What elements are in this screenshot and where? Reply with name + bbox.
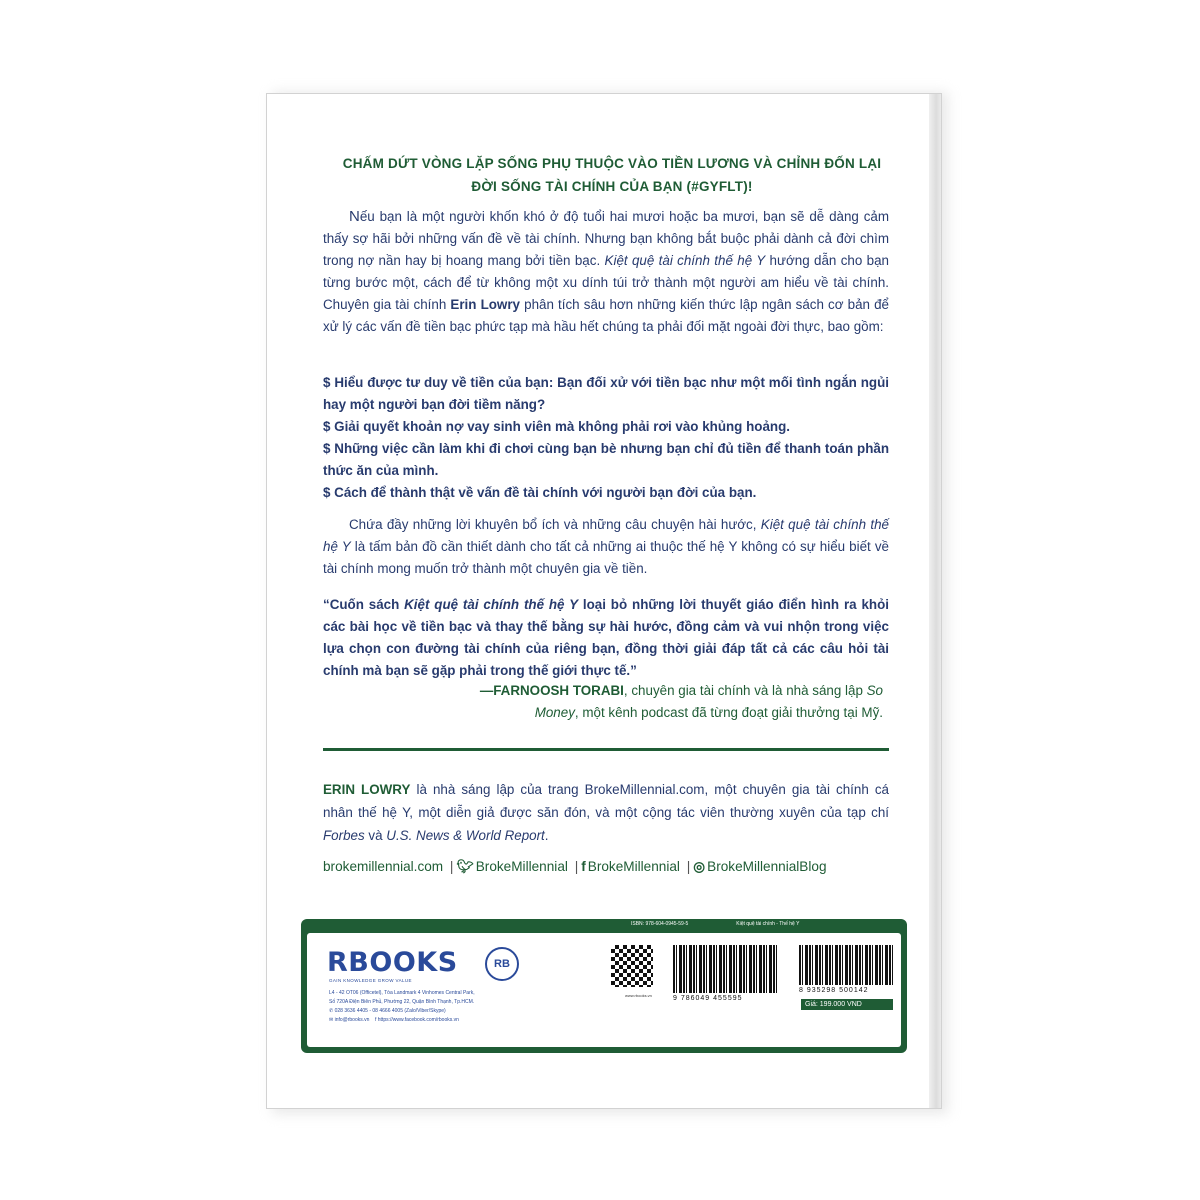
separator: | [449, 859, 454, 874]
price-label: Giá: 199.000 VND [801, 999, 893, 1010]
quote-attribution [467, 680, 883, 724]
bullet-item: $ Hiểu được tư duy về tiền của bạn: Bạn đối xử với tiền bạc như một mối tình ngắn ngủi hay một người bạn đời tiềm năng? [323, 375, 889, 412]
intro-text-3: phân tích sâu hơn những kiến thức lập ngân sách cơ bản để xử lý các vấn đề tiền bạc phức tạp mà hầu hết chúng ta phải đối mặt ngoài đời thực, bao gồm: [323, 297, 889, 334]
author-bio-magazine-1: Forbes [323, 828, 365, 843]
endorsement-quote [323, 594, 889, 682]
separator: | [686, 859, 691, 874]
publisher-tagline: GAIN KNOWLEDGE GROW VALUE [329, 978, 412, 983]
separator: | [574, 859, 579, 874]
attribution-show: So Money [534, 683, 883, 720]
social-links [323, 856, 889, 878]
attribution-name: —FARNOOSH TORABI [479, 683, 624, 698]
facebook-handle: BrokeMillennial [587, 859, 680, 874]
author-bio-text-1: là nhà sáng lập của trang BrokeMillennial.com, một chuyên gia tài chính cá nhân thế hệ Y, một diễn giả được săn đón, và một cộng tác viên thường xuyên của tạp chí [323, 782, 889, 820]
facebook-small-icon: f [374, 1017, 378, 1023]
quote-text-1: “Cuốn sách [323, 597, 405, 612]
summary-text-1: hứa đầy những lời khuyên bổ ích và những câu chuyện hài hước, [358, 517, 761, 532]
intro-author-name: Erin Lowry [450, 297, 521, 312]
headline [307, 152, 917, 198]
headline-line-2: ĐỜI SỐNG TÀI CHÍNH CỦA BẠN (#GYFLT)! [471, 179, 753, 194]
quote-text-2: loại bỏ những lời thuyết giáo điển hình ra khỏi các bài học về tiền bạc và thay thế bằng sự hài hước, đồng cảm và vui nhộn trong việc lựa chọn con đường tài chính của riêng bạn, đồng thời giải đáp tất cả các câu hỏi tài chính mà bạn sẽ gặp phải trong thế giới thực tế.” [323, 597, 889, 678]
attribution-text-2: , một kênh podcast đã từng đoạt giải thưởng tại Mỹ. [574, 705, 883, 720]
bullet-item: $ Cách để thành thật về vấn đề tài chính với người bạn đời của bạn. [323, 485, 757, 500]
author-bio-text-3: . [544, 828, 549, 843]
publisher-panel [301, 919, 907, 1053]
twitter-handle: BrokeMillennial [475, 859, 568, 874]
publisher-logo: RBOOKS [327, 947, 458, 978]
quote-book-title: Kiệt quệ tài chính thế hệ Y [404, 597, 579, 612]
publisher-seal-icon: RB [485, 947, 519, 981]
author-bio-name: ERIN LOWRY [323, 782, 411, 797]
intro-text-1: ếu bạn là một người khốn khó ở độ tuổi hai mươi hoặc ba mươi, bạn sẽ dễ dàng cảm thấy sợ hãi bởi những vấn đề về tài chính. Nhưng bạn không bắt buộc phải dành cả đời chìm trong nợ nần hay bị hoang mang bởi tiền bạc. [323, 209, 889, 268]
address-line-1: L4 - 42 OT06 (Officetel), Tòa Landmark 4 Vinhomes Central Park, [329, 990, 475, 996]
book-back-cover [266, 93, 942, 1109]
website-link: brokemillennial.com [323, 859, 444, 874]
instagram-handle: BrokeMillennialBlog [707, 859, 827, 874]
bullet-item: $ Giải quyết khoản nợ vay sinh viên mà không phải rơi vào khủng hoảng. [323, 419, 790, 434]
intro-paragraph [323, 206, 889, 338]
publisher-panel-inner [307, 933, 901, 1047]
contact-row [329, 1007, 629, 1016]
attribution-text-1: , chuyên gia tài chính và là nhà sáng lập [623, 683, 867, 698]
bullet-item: $ Những việc cần làm khi đi chơi cùng bạn bè nhưng bạn chỉ đủ tiền để thanh toán phần thức ăn của mình. [323, 441, 889, 478]
product-barcode [799, 945, 893, 985]
isbn-line [631, 921, 847, 927]
phone-text: 028 3636 4405 - 08 4666 4005 (Zalo/Viber/Skype) [334, 1008, 446, 1014]
divider [323, 748, 889, 751]
intro-dropcap: N [349, 208, 360, 225]
summary-text-2: là tấm bản đồ cần thiết dành cho tất cả những ai thuộc thế hệ Y không có sự hiểu biết về tài chính mong muốn trở thành một chuyên gia về tiền. [323, 539, 889, 576]
summary-book-title: Kiệt quệ tài chính thế hệ Y [323, 517, 889, 554]
contact-row-2 [329, 1016, 629, 1025]
author-bio-magazine-2: U.S. News & World Report [386, 828, 545, 843]
intro-book-title: Kiệt quệ tài chính thế hệ Y [604, 253, 766, 268]
intro-text-2: hướng dẫn cho bạn từng bước một, cách để từ không một xu dính túi trở thành một người am hiểu về tài chính. Chuyên gia tài chính [323, 253, 889, 312]
cover-edge [929, 94, 941, 1108]
twitter-icon: 🐦︎ [456, 859, 474, 874]
bullet-list [323, 372, 889, 504]
phone-icon: ✆ [329, 1008, 335, 1014]
publisher-website: www.rbooks.vn [625, 993, 652, 998]
publisher-address [329, 989, 629, 1025]
facebook-url: https://www.facebook.com/rbooks.vn [377, 1017, 459, 1023]
isbn-text: ISBN: 978-604-0945-59-5 [631, 921, 689, 927]
series-text: Kiệt quệ tài chính - Thế hệ Y [736, 921, 800, 927]
address-line-2: Số 720A Điện Biên Phủ, Phường 22, Quận Bình Thạnh, Tp.HCM. [329, 999, 475, 1005]
summary-paragraph [323, 514, 889, 580]
qr-code [611, 945, 653, 987]
headline-line-1: CHẤM DỨT VÒNG LẶP SỐNG PHỤ THUỘC VÀO TIỀN LƯƠNG VÀ CHỈNH ĐỐN LẠI [342, 156, 882, 171]
isbn-barcode [673, 945, 779, 993]
mail-icon: ✉ [329, 1017, 335, 1023]
author-bio [323, 778, 889, 847]
instagram-icon: ◎ [693, 859, 706, 874]
author-bio-text-2: và [364, 828, 387, 843]
product-barcode-number: 8 935298 500142 [799, 987, 869, 994]
email-text: info@rbooks.vn [334, 1017, 370, 1023]
isbn-barcode-number: 9 786049 455595 [673, 995, 743, 1002]
summary-dropcap: C [349, 517, 359, 532]
facebook-icon: f [581, 859, 586, 874]
